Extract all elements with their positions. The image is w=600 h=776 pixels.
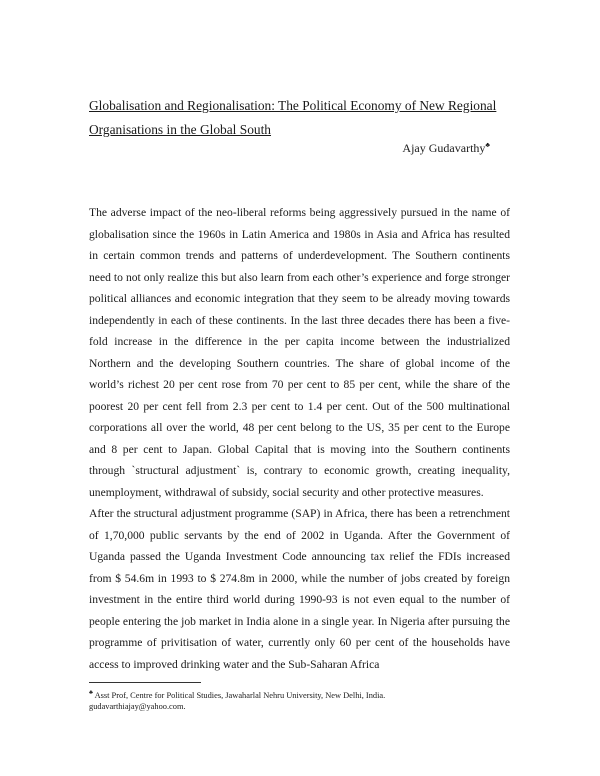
paper-title: Globalisation and Regionalisation: The Political Economy of New Regional Organisations in the Global South — [89, 98, 497, 137]
author-footnote-mark: ♣ — [485, 141, 490, 149]
footnote-mark: ♣ — [89, 690, 93, 696]
footnote-divider — [89, 682, 201, 683]
author-name-text: Ajay Gudavarthy — [402, 141, 486, 155]
footnote-line-1 — [89, 688, 510, 701]
paragraph-1: The adverse impact of the neo-liberal reforms being aggressively pursued in the name of globalisation since the 1960s in Latin America and 1980s in Asia and Africa has resulted in certain common trends and patterns of underdevelopment. The Southern continents need to not only realize this but also learn from each other’s experience and forge stronger political alliances and economic integration that they seem to be already moving towards independently in each of these continents. In the last three decades there has been a five-fold increase in the difference in the per capita income between the industrialized Northern and the developing Southern countries. The share of global income of the world’s richest 20 per cent rose from 70 per cent to 85 per cent, while the share of the poorest 20 per cent fell from 2.3 per cent to 1.4 per cent. Out of the 500 multinational corporations all over the world, 48 per cent belong to the US, 35 per cent to the Europe and 8 per cent to Japan. Global Capital that is moving into the Southern continents through `structural adjustment` is, contrary to economic growth, creating inequality, unemployment, withdrawal of subsidy, social security and other protective measures. — [89, 206, 510, 499]
body-text — [89, 202, 510, 675]
author-name — [402, 141, 490, 156]
paragraph-2: After the structural adjustment programme (SAP) in Africa, there has been a retrenchment of 1,70,000 public servants by the end of 2002 in Uganda. After the Government of Uganda passed the Uganda Investment Code announcing tax relief the FDIs increased from $ 54.6m in 1993 to $ 274.8m in 2000, while the number of jobs created by foreign investment in the entire third world during 1990-93 is not even equal to the number of people entering the job market in India alone in a single year. In Nigeria after pursuing the programme of privitisation of water, currently only 60 per cent of the households have access to improved drinking water and the Sub-Saharan Africa — [89, 507, 510, 671]
footnote-affiliation: Asst Prof, Centre for Political Studies, Jawaharlal Nehru University, New Delhi, India. — [92, 690, 386, 700]
footnote-email: gudavarthiajay@yahoo.com. — [89, 701, 186, 711]
footnote — [89, 688, 510, 712]
